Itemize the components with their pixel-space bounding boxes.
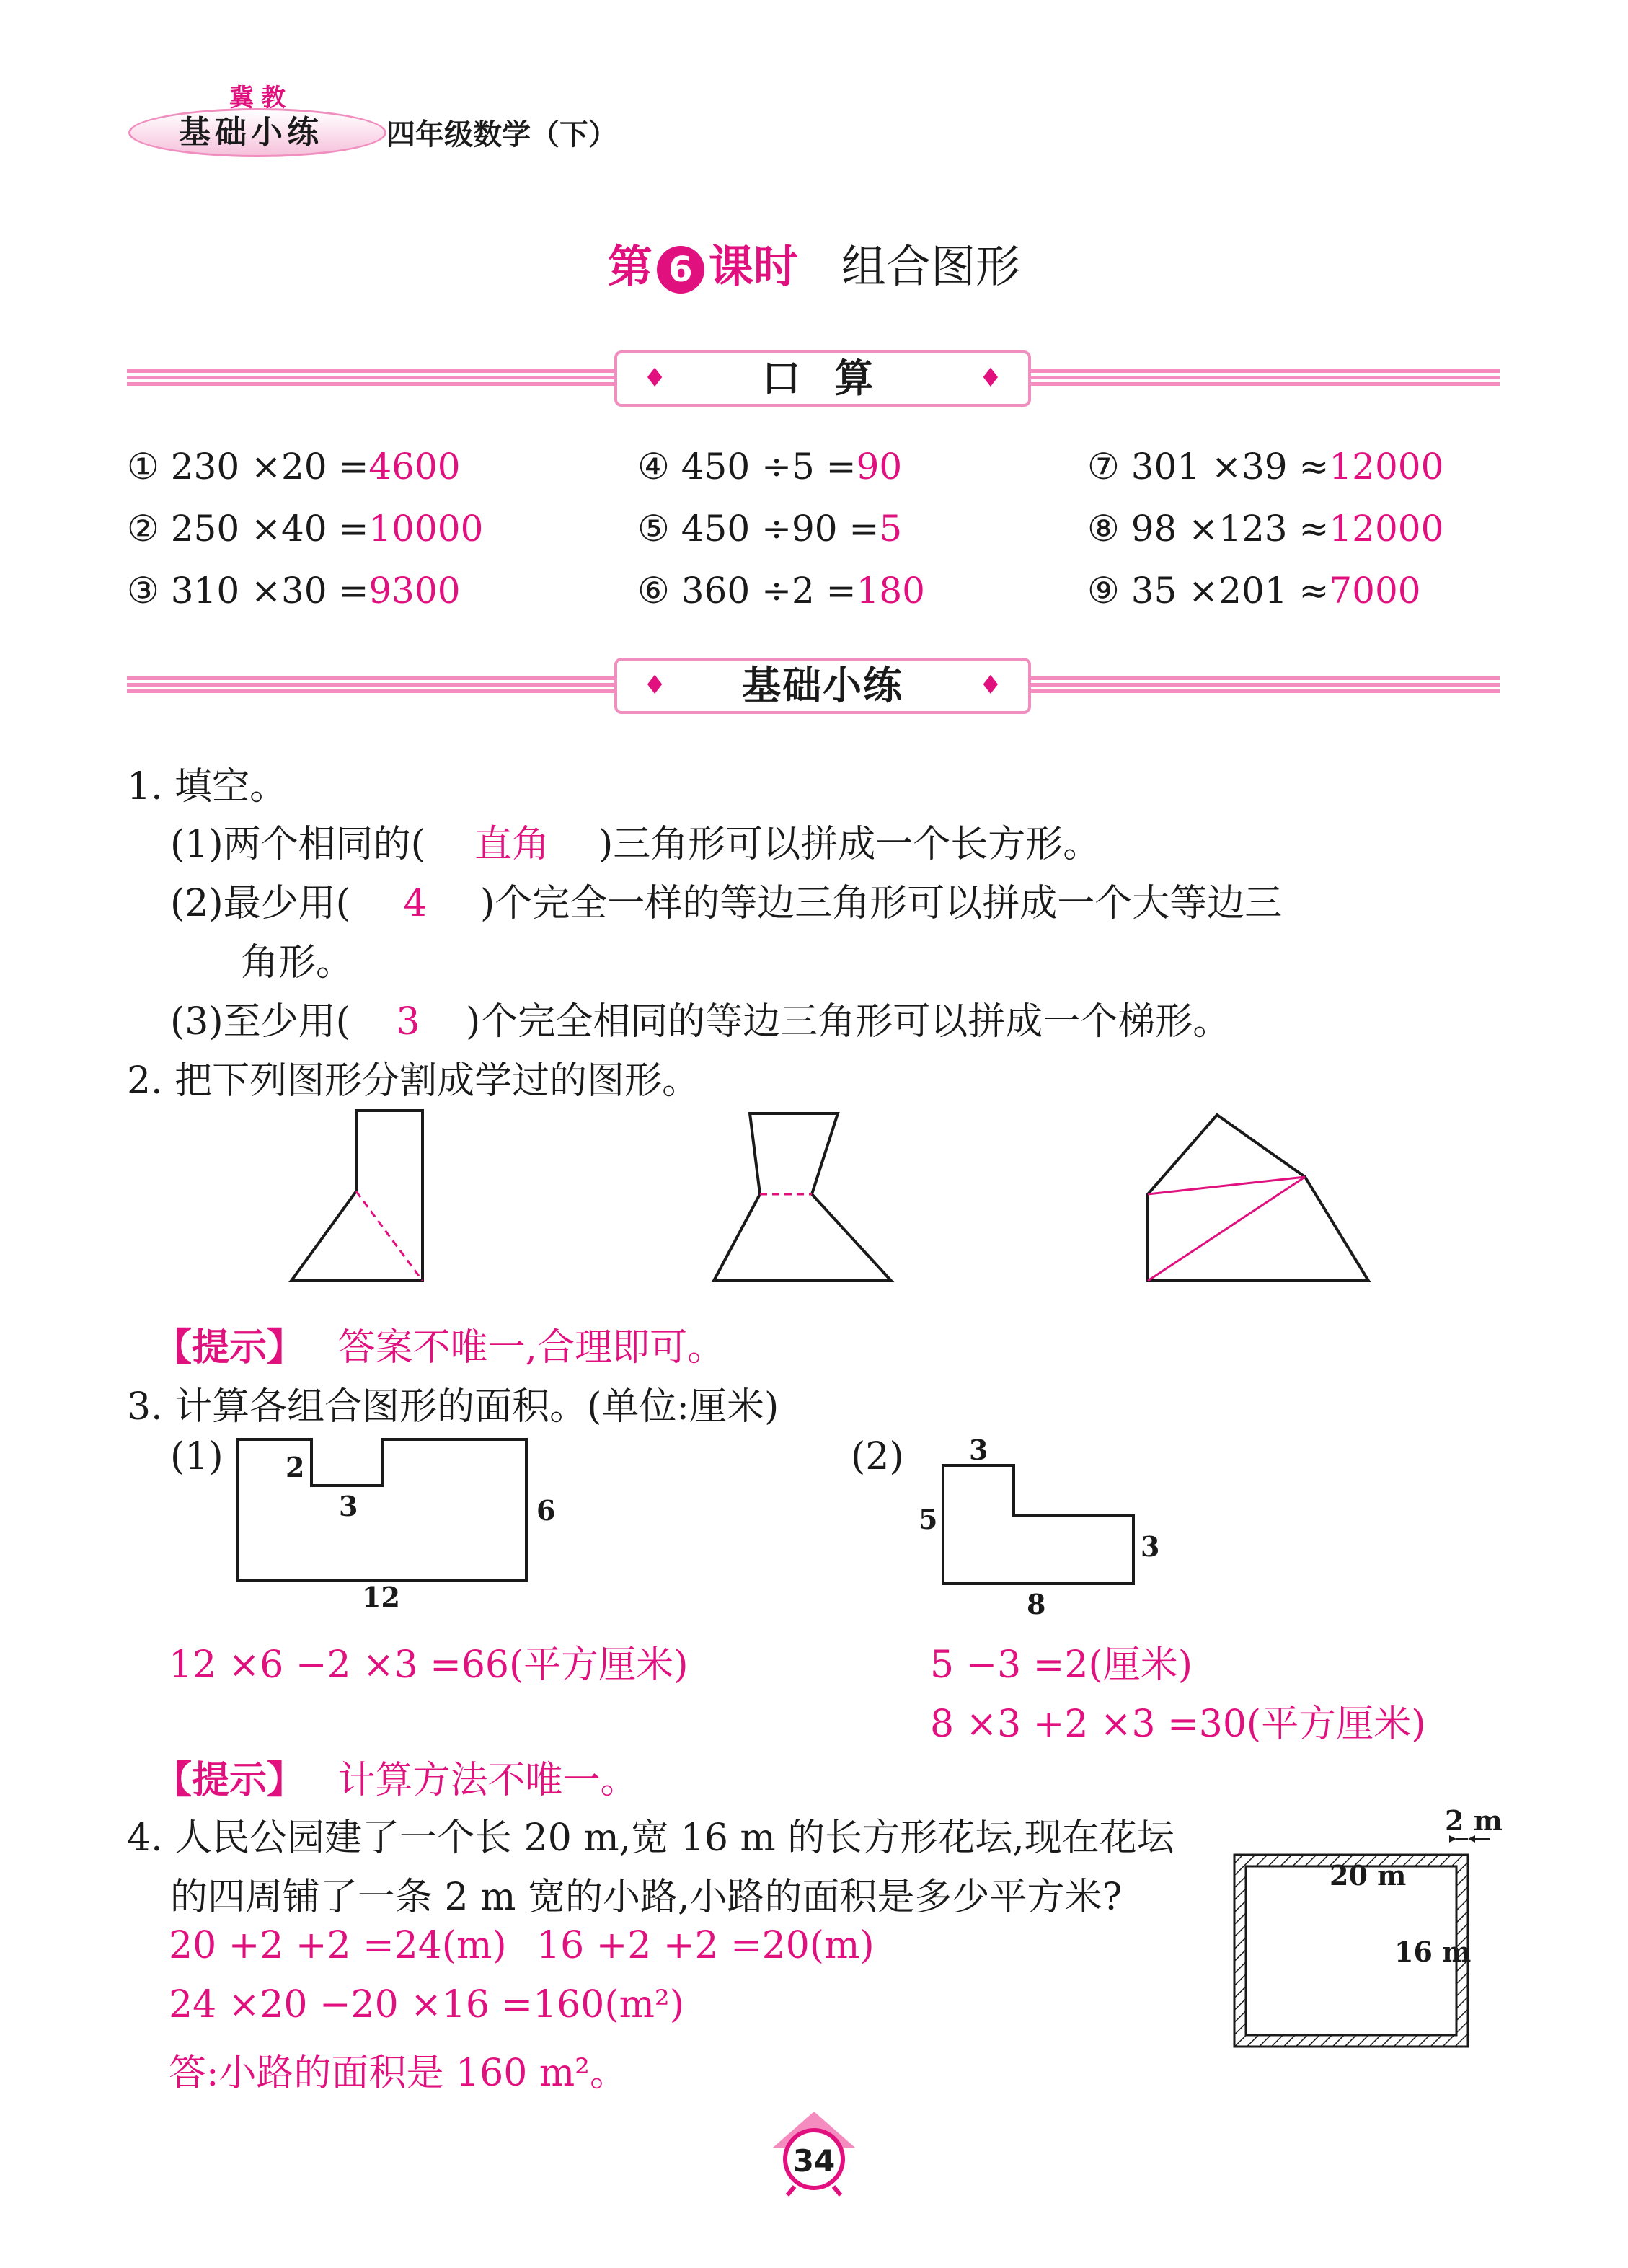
oral-item-9: ⑨ 35 ×201 ≈7000 (1087, 570, 1421, 612)
page-number: 34 (792, 2143, 836, 2179)
q2-title: 2. 把下列图形分割成学过的图形。 (127, 1059, 700, 1103)
q3-fig1-notch-width: 3 (339, 1490, 358, 1522)
lesson-number-badge: 6 (657, 246, 704, 294)
q3-fig2-shape (943, 1465, 1133, 1584)
diamond-icon: ♦ (978, 363, 1002, 393)
q3-answer2-step1: 5 −3 =2(厘米) (930, 1643, 1193, 1687)
q3-fig1-width: 12 (362, 1581, 400, 1613)
q3-hint: 【提示】 计算方法不唯一。 (154, 1759, 638, 1802)
diamond-icon: ♦ (643, 363, 667, 393)
q4-answer3: 答:小路的面积是 160 m²。 (169, 2052, 627, 2095)
q4-path-width-label: 2 m (1445, 1804, 1503, 1837)
oral-item-1: ① 230 ×20 =4600 (127, 446, 461, 487)
lesson-suffix: 课时 (708, 240, 798, 293)
oral-item-4: ④ 450 ÷5 =90 (637, 446, 903, 487)
q3-fig1-tag: (1) (170, 1435, 224, 1478)
oral-item-2: ② 250 ×40 =10000 (127, 508, 484, 550)
q3-title: 3. 计算各组合图形的面积。(单位:厘米) (127, 1385, 779, 1429)
q4-width-label: 16 m (1394, 1936, 1472, 1968)
q3-answer1: 12 ×6 −2 ×3 =66(平方厘米) (169, 1643, 689, 1687)
brand-series: 基础小练 (179, 114, 323, 151)
q3-fig1-notch-height: 2 (286, 1451, 305, 1483)
q1-answer1: 直角 (474, 823, 549, 866)
oral-item-6: ⑥ 360 ÷2 =180 (637, 570, 925, 612)
oral-item-5: ⑤ 450 ÷90 =5 (637, 508, 903, 550)
q1-answer3: 3 (396, 1000, 420, 1043)
oral-item-8: ⑧ 98 ×123 ≈12000 (1087, 508, 1444, 550)
lesson-topic: 组合图形 (841, 240, 1021, 293)
q1-title: 1. 填空。 (127, 765, 288, 808)
q1-part3: (3)至少用( 3 )个完全相同的等边三角形可以拼成一个梯形。 (170, 1000, 1231, 1043)
q4-line1: 4. 人民公园建了一个长 20 m,宽 16 m 的长方形花坛,现在花坛 (127, 1817, 1174, 1860)
section-label: 口 算 (761, 356, 884, 401)
brand-publisher: 冀教 (229, 84, 293, 112)
oral-item-3: ③ 310 ×30 =9300 (127, 570, 461, 612)
diamond-icon: ♦ (978, 671, 1002, 700)
q1-answer2: 4 (403, 882, 428, 925)
q3-fig2-top-width: 3 (969, 1434, 988, 1466)
lesson-prefix: 第 (607, 240, 652, 293)
q1-part1: (1)两个相同的( 直角 )三角形可以拼成一个长方形。 (170, 813, 1100, 868)
q1-part2: (2)最少用( 4 )个完全一样的等边三角形可以拼成一个大等边三 (170, 882, 1283, 925)
q4-line2: 的四周铺了一条 2 m 宽的小路,小路的面积是多少平方米? (170, 1876, 1123, 1919)
q1-part2-cont: 角形。 (241, 941, 354, 984)
book-title: 四年级数学（下） (386, 118, 617, 151)
q4-answer2: 24 ×20 −20 ×16 =160(m²) (169, 1983, 685, 2026)
q4-length-label: 20 m (1330, 1859, 1407, 1892)
q3-fig2-left-height: 5 (919, 1503, 938, 1535)
section-label: 基础小练 (742, 663, 903, 708)
q2-hint: 【提示】 答案不唯一,合理即可。 (154, 1326, 725, 1369)
q3-fig2-right-height: 3 (1141, 1530, 1160, 1563)
q3-fig2-tag: (2) (851, 1435, 904, 1478)
q4-answer1a: 20 +2 +2 =24(m) (169, 1924, 507, 1967)
diamond-icon: ♦ (643, 671, 667, 700)
oral-item-7: ⑦ 301 ×39 ≈12000 (1087, 446, 1444, 487)
q3-fig2-bottom-width: 8 (1027, 1588, 1046, 1620)
hint-tag: 【提示】 (154, 1326, 305, 1369)
hint-tag: 【提示】 (154, 1759, 305, 1802)
q4-garden-figure (1226, 1810, 1500, 2048)
q4-answer1b: 16 +2 +2 =20(m) (536, 1924, 875, 1967)
q3-answer2-step2: 8 ×3 +2 ×3 =30(平方厘米) (930, 1703, 1426, 1746)
q3-fig1-shape (238, 1439, 526, 1581)
q3-fig1-height: 6 (536, 1494, 556, 1527)
